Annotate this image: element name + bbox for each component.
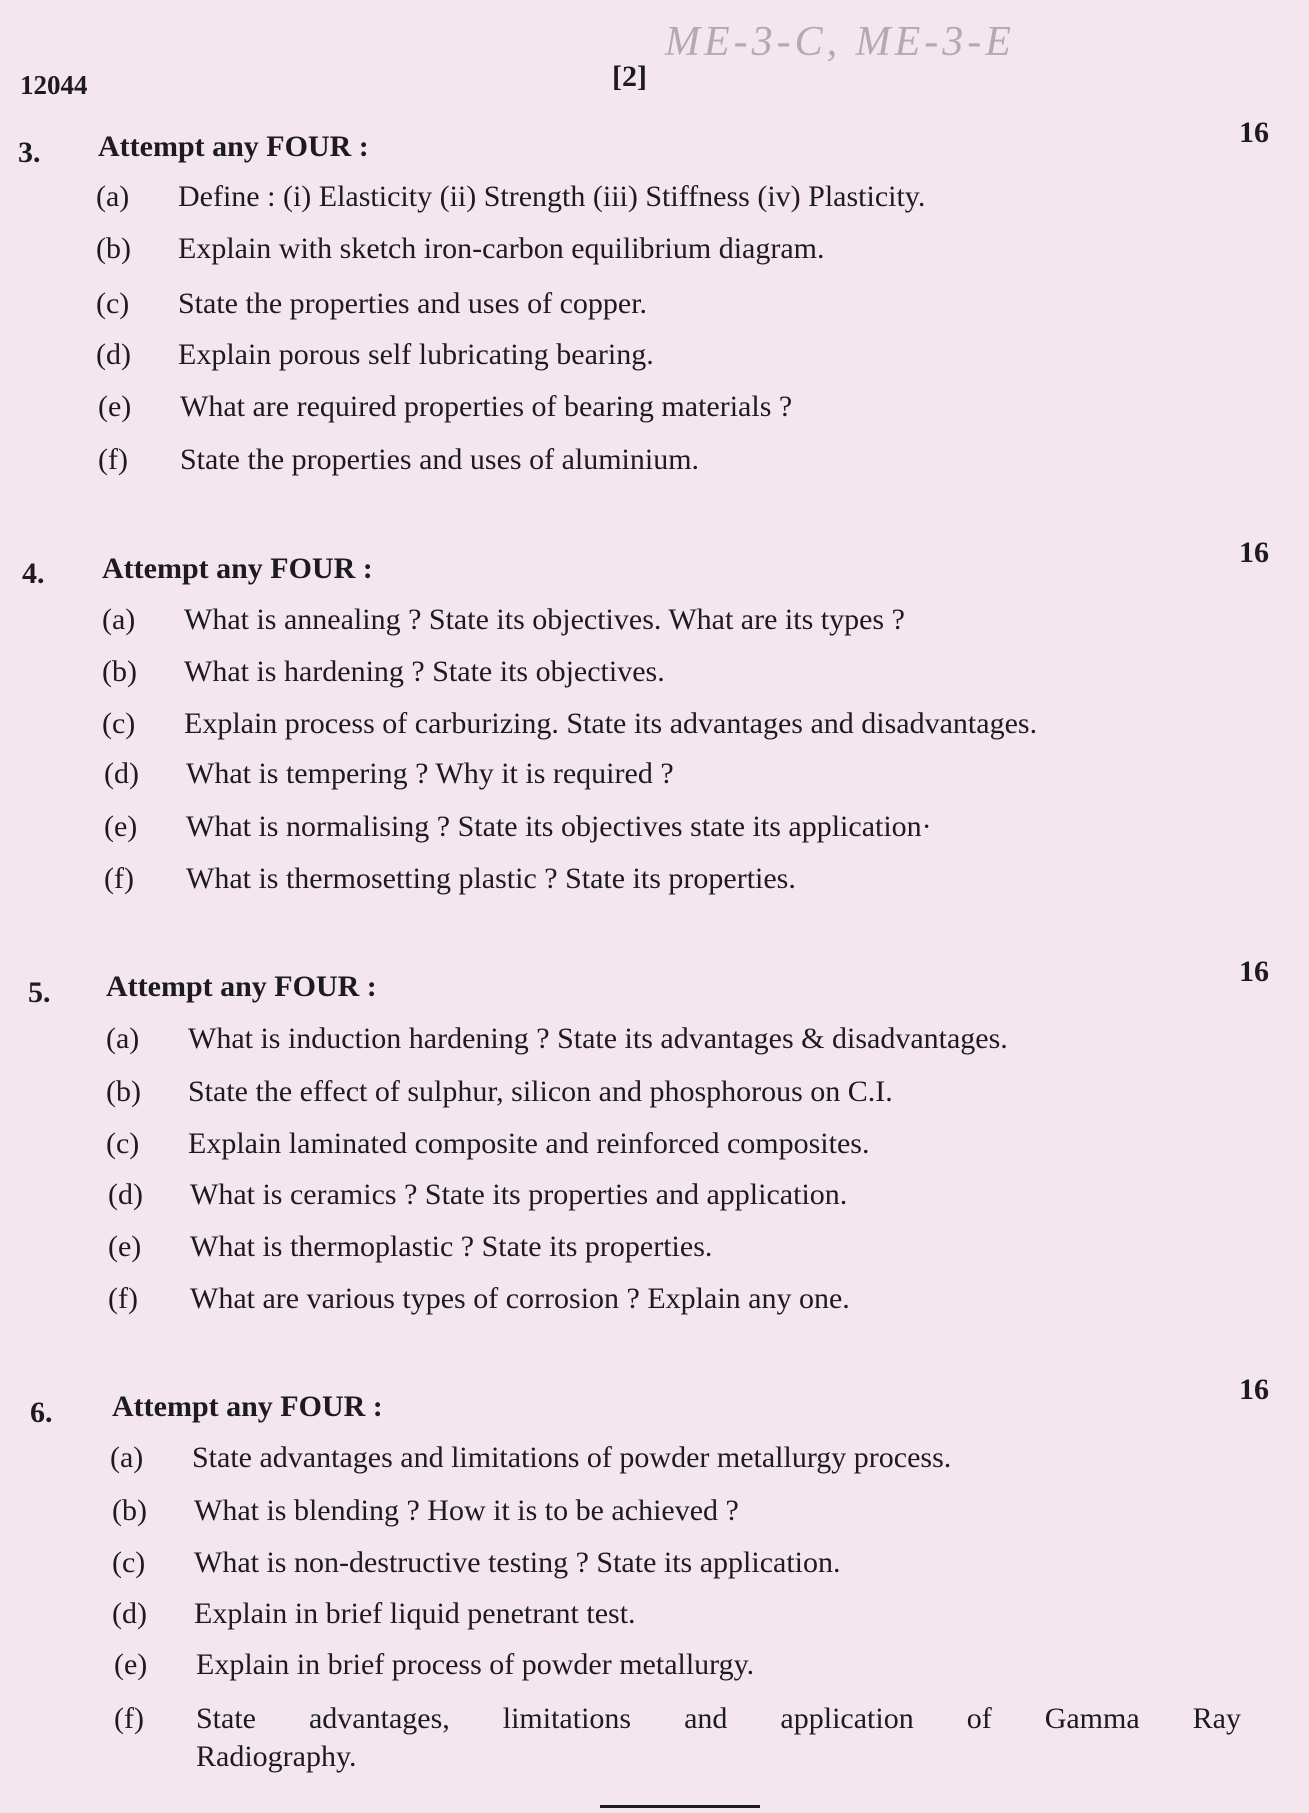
item-text: Define : (i) Elasticity (ii) Strength (iii) Stiffness (iv) Plasticity. <box>178 180 926 213</box>
item-label: (d) <box>112 1597 147 1630</box>
item-text: What is annealing ? State its objectives. What are its types ? <box>184 603 905 636</box>
item-label: (e) <box>98 390 132 423</box>
question-marks: 16 <box>1239 955 1269 988</box>
list-item <box>112 1597 636 1631</box>
item-text: What is thermosetting plastic ? State its properties. <box>186 862 796 895</box>
item-text-continued: Radiography. <box>196 1740 357 1773</box>
question-number: 5. <box>28 976 51 1009</box>
item-label: (c) <box>112 1546 146 1579</box>
question-number: 3. <box>18 136 41 169</box>
question-number: 4. <box>22 557 45 590</box>
list-item <box>112 1546 841 1580</box>
item-label: (c) <box>96 287 130 320</box>
list-item <box>108 1282 850 1316</box>
item-text: State advantages, limitations and application of Gamma Ray <box>196 1702 1241 1735</box>
page-number: [2] <box>612 60 647 93</box>
list-item <box>102 707 1037 741</box>
list-item <box>114 1702 1254 1774</box>
item-label: (f) <box>104 862 134 895</box>
item-label: (e) <box>114 1648 148 1681</box>
item-label: (f) <box>98 443 128 476</box>
item-text: What is tempering ? Why it is required ? <box>186 757 674 790</box>
list-item <box>102 655 665 689</box>
item-label: (b) <box>106 1075 141 1108</box>
list-item <box>108 1178 847 1212</box>
item-text: What are various types of corrosion ? Explain any one. <box>190 1282 850 1315</box>
list-item <box>104 757 674 791</box>
item-label: (f) <box>114 1702 144 1735</box>
item-label: (c) <box>102 707 136 740</box>
item-label: (b) <box>112 1494 147 1527</box>
question-marks: 16 <box>1239 116 1269 149</box>
item-label: (e) <box>104 810 138 843</box>
list-item <box>102 603 905 637</box>
list-item <box>106 1075 893 1109</box>
item-label: (e) <box>108 1230 142 1263</box>
item-text: Explain laminated composite and reinforced composites. <box>188 1127 870 1160</box>
item-label: (f) <box>108 1282 138 1315</box>
item-label: (a) <box>106 1022 140 1055</box>
item-text: State the properties and uses of copper. <box>178 287 648 320</box>
item-text: What is induction hardening ? State its advantages & disadvantages. <box>188 1022 1008 1055</box>
item-text: What is thermoplastic ? State its properties. <box>190 1230 713 1263</box>
list-item <box>104 810 932 844</box>
list-item <box>112 1494 739 1528</box>
item-text: State advantages and limitations of powder metallurgy process. <box>192 1441 952 1474</box>
list-item <box>108 1230 712 1264</box>
list-item <box>110 1441 951 1475</box>
item-label: (a) <box>96 180 130 213</box>
item-label: (d) <box>104 757 139 790</box>
list-item <box>114 1648 754 1682</box>
question-marks: 16 <box>1239 1373 1269 1406</box>
paper-code: 12044 <box>20 70 88 100</box>
item-text: Explain with sketch iron-carbon equilibrium diagram. <box>178 232 825 265</box>
question-heading: Attempt any FOUR : <box>102 552 373 585</box>
question-heading: Attempt any FOUR : <box>112 1390 383 1423</box>
question-heading: Attempt any FOUR : <box>106 970 377 1003</box>
list-item <box>96 338 654 372</box>
item-text: Explain in brief liquid penetrant test. <box>194 1597 636 1630</box>
question-number: 6. <box>30 1396 53 1429</box>
item-label: (d) <box>96 338 131 371</box>
question-heading: Attempt any FOUR : <box>98 130 369 163</box>
question-marks: 16 <box>1239 536 1269 569</box>
item-label: (b) <box>102 655 137 688</box>
list-item <box>98 443 699 477</box>
item-label: (a) <box>102 603 136 636</box>
item-label: (c) <box>106 1127 140 1160</box>
item-text: Explain process of carburizing. State its advantages and disadvantages. <box>184 707 1038 740</box>
list-item <box>106 1022 1008 1056</box>
list-item <box>96 232 825 266</box>
list-item <box>104 862 796 896</box>
list-item <box>106 1127 869 1161</box>
list-item <box>96 180 925 214</box>
item-text: What is normalising ? State its objectives state its application· <box>186 810 932 843</box>
item-text: State the effect of sulphur, silicon and phosphorous on C.I. <box>188 1075 893 1108</box>
handwritten-note: ME-3-C, ME-3-E <box>665 19 1015 65</box>
item-text: What is blending ? How it is to be achieved ? <box>194 1494 739 1527</box>
list-item <box>96 287 647 321</box>
item-text: Explain porous self lubricating bearing. <box>178 338 654 371</box>
list-item <box>98 390 792 424</box>
item-label: (b) <box>96 232 131 265</box>
item-text: What are required properties of bearing materials ? <box>180 390 793 423</box>
item-text: What is non-destructive testing ? State its application. <box>194 1546 841 1579</box>
divider <box>600 1805 760 1808</box>
item-text: What is ceramics ? State its properties and application. <box>190 1178 848 1211</box>
item-label: (a) <box>110 1441 144 1474</box>
item-text: Explain in brief process of powder metallurgy. <box>196 1648 755 1681</box>
item-text: State the properties and uses of aluminium. <box>180 443 700 476</box>
item-text: What is hardening ? State its objectives. <box>184 655 665 688</box>
item-label: (d) <box>108 1178 143 1211</box>
